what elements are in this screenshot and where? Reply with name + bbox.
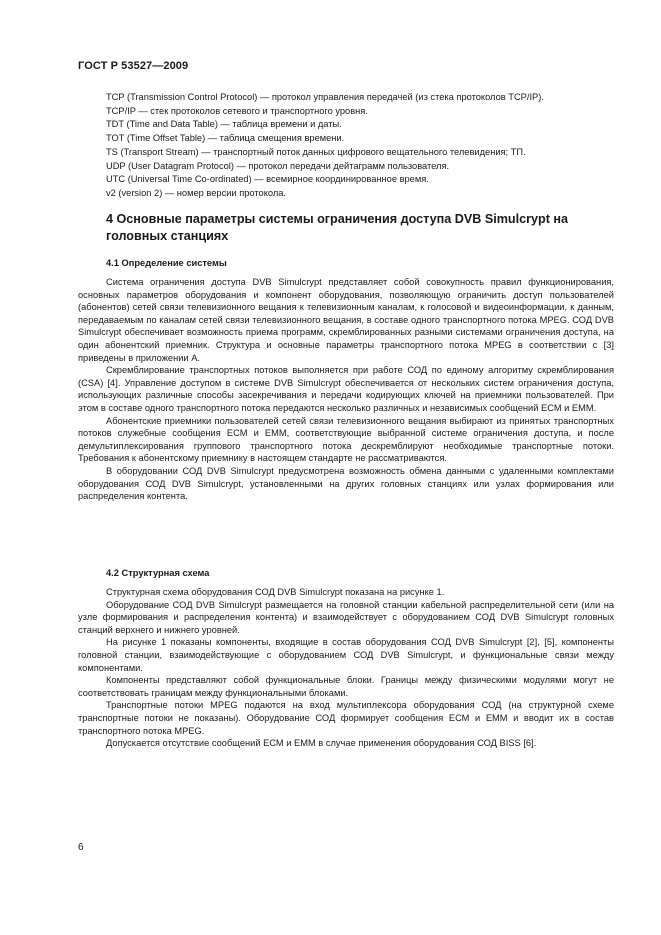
subsection-4-1-body — [78, 276, 614, 503]
paragraph: Система ограничения доступа DVB Simulcrypt представляет собой совокупность правил функционирования, основных параметров оборудования и компонент оборудования, позволяющую ограничить доступ пользователей (абонентов) сетей связи телевизионного вещания к телевизионным каналам, к голосовой и видеоинформации, к данным, передаваемым по каналам сетей связи телевизионного вещания, в составе одного транспортного потока MPEG. СОД DVB Simulcrypt обеспечивает возможность приема программ, скремблированных разными системами ограничения доступа, на один абонентский приемник. Структура и основные параметры транспортного потока MPEG в соответствии с [3] приведены в приложении А. — [78, 277, 614, 363]
paragraph: Абонентские приемники пользователей сетей связи телевизионного вещания выбирают из принятых транспортных потоков служебные сообщения ЕСМ и ЕММ, соответствующие выбранной системе ограничения доступа, и после демультиплексирования группового транспортного потока дескремблируют необходимые транспортные потоки. Требования к абонентскому приемнику в настоящем стандарте не рассматриваются. — [78, 415, 614, 464]
abbreviation-item: TCP (Transmission Control Protocol) — протокол управления передачей (из стека протоколов TCP/IP). — [106, 92, 544, 102]
abbreviation-item: v2 (version 2) — номер версии протокола. — [106, 187, 287, 198]
abbreviation-item: TDT (Time and Data Table) — таблица времени и даты. — [106, 119, 342, 130]
paragraph: На рисунке 1 показаны компоненты, входящие в состав оборудования СОД DVB Simulcrypt [2], [5], компоненты головной станции, взаимодействующие с оборудованием СОД DVB Simulcrypt, и функциональные связи между компонентами. — [78, 637, 614, 673]
paragraph: Скремблирование транспортных потоков выполняется при работе СОД по единому алгоритму скремблирования (CSA) [4]. Управление доступом в системе DVB Simulcrypt обеспечивается от нескольких систем ограничения доступа, использующих различные способы засекречивания и передачи кодирующих ключей на приемники пользователей. При этом в составе одного транспортного потока передаются несколько различных и независимых сообщений ЕСМ и ЕММ. — [78, 365, 614, 413]
abbreviations-list — [106, 91, 626, 201]
paragraph: В оборудовании СОД DVB Simulcrypt предусмотрена возможность обмена данными с удаленными комплектами оборудования СОД DVB Simulcrypt, установленными на других головных станциях или узлах формирования или распределения контента. — [78, 465, 614, 502]
abbreviation-item: UTC (Universal Time Co-ordinated) — всемирное координированное время. — [106, 174, 429, 185]
subsection-4-2-heading: 4.2 Структурная схема — [106, 568, 210, 578]
abbreviation-item: UDP (User Datagram Protocol) — протокол передачи дейтаграмм пользователя. — [106, 160, 450, 171]
abbreviation-item: TOT (Time Offset Table) — таблица смещения времени. — [106, 133, 345, 144]
paragraph: Компоненты представляют собой функциональные блоки. Границы между физическими модулями могут не соответствовать границам между функциональными блоками. — [78, 675, 614, 698]
abbreviation-item: TCP/IP — стек протоколов сетевого и транспортного уровня. — [106, 105, 368, 116]
page-number: 6 — [78, 842, 84, 853]
subsection-4-2-body — [78, 586, 614, 750]
paragraph: Допускается отсутствие сообщений ЕСМ и ЕММ в случае применения оборудования СОД BISS [6]. — [106, 738, 537, 749]
document-header: ГОСТ Р 53527—2009 — [78, 60, 189, 72]
paragraph: Оборудование СОД DVB Simulcrypt размещается на головной станции кабельной распределительной сети (или на узле формирования и распределения контента) и взаимодействует с оборудованием СОД DVB Simulcrypt головных станций верхнего и нижнего уровней. — [78, 599, 614, 635]
section-4-heading: 4 Основные параметры системы ограничения доступа DVB Simulcrypt на головных станциях — [106, 212, 569, 243]
abbreviation-item: TS (Transport Stream) — транспортный поток данных цифрового вещательного телевидения; ТП. — [106, 146, 526, 157]
subsection-4-1-heading: 4.1 Определение системы — [106, 258, 227, 268]
paragraph: Структурная схема оборудования СОД DVB Simulcrypt показана на рисунке 1. — [106, 587, 445, 597]
paragraph: Транспортные потоки MPEG подаются на вход мультиплексора оборудования СОД (на структурной схеме транспортные потоки не показаны). Оборудование СОД формирует сообщения ЕСМ и ЕММ и вводит их в состав транспортного потока MPEG. — [78, 700, 614, 736]
